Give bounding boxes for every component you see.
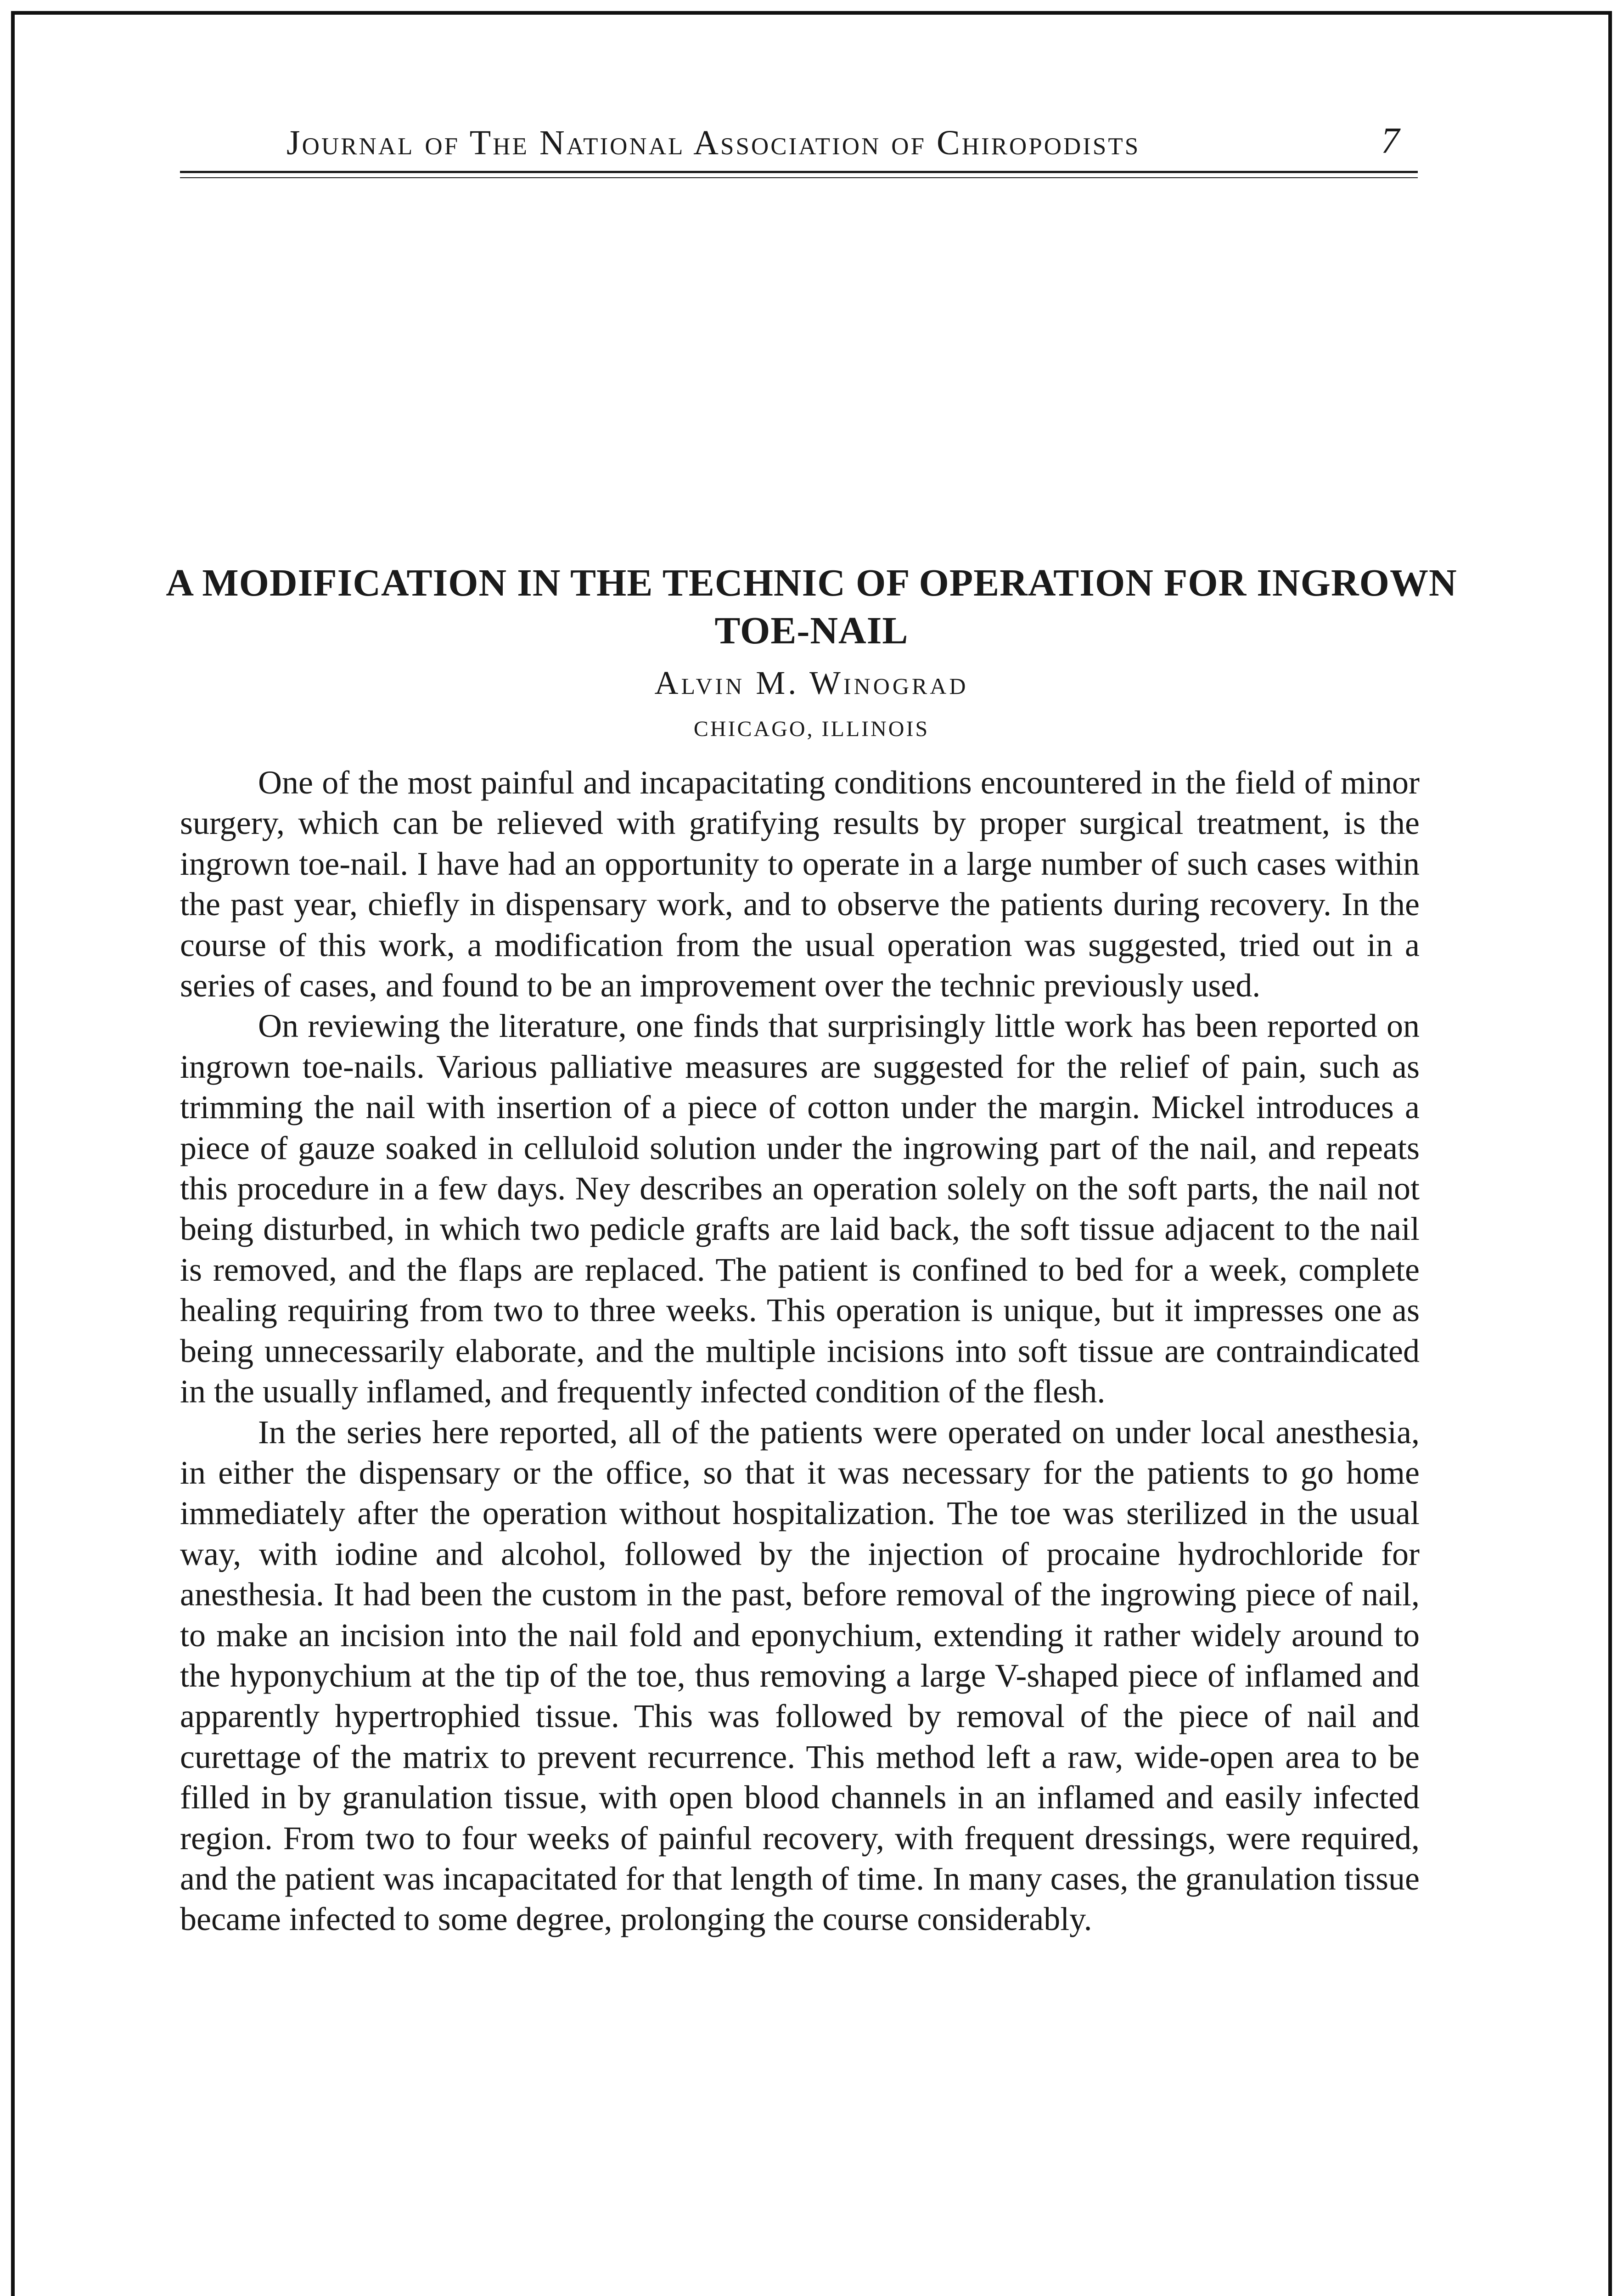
page-number: 7 — [1381, 121, 1399, 161]
article-title: A MODIFICATION IN THE TECHNIC OF OPERATION FOR INGROWN TOE-NAIL — [166, 562, 1457, 652]
body-paragraph: On reviewing the literature, one finds that surprisingly little work has been reported on ingrown toe-nails. Various palliative measures are suggested for the relief of pain, such as trimming the nail with insertion of a piece of cotton under the margin. Mickel introduces a piece of gauze soaked in celluloid solution under the ingrowing part of the nail, and repeats this procedure in a few days. Ney describes an operation solely on the soft parts, the nail not being disturbed, in which two pedicle grafts are laid back, the soft tissue adjacent to the nail is removed, and the flaps are replaced. The patient is confined to bed for a week, complete healing requiring from two to three weeks. This operation is unique, but it impresses one as being unnecessarily elaborate, and the multiple incisions into soft tissue are contraindicated in the usually inflamed, and frequently infected condition of the flesh. — [180, 1007, 1420, 1410]
header-rule-thin — [180, 177, 1418, 178]
article-body — [180, 762, 1420, 1940]
body-paragraph: In the series here reported, all of the patients were operated on under local anesthesia, in either the dispensary or the office, so that it was necessary for the patients to go home immediately after the operation without hospitalization. The toe was sterilized in the usual way, with iodine and alcohol, followed by the injection of procaine hydrochloride for anesthesia. It had been the custom in the past, before removal of the ingrowing piece of nail, to make an incision into the nail fold and eponychium, extending it rather widely around to the hyponychium at the tip of the toe, thus removing a large V-shaped piece of inflamed and apparently hypertrophied tissue. This was followed by removal of the piece of nail and curettage of the matrix to prevent recurrence. This method left a raw, wide-open area to be filled in by granulation tissue, with open blood channels in an inflamed and easily infected region. From two to four weeks of painful recovery, with frequent dressings, were required, and the patient was incapacitated for that length of time. In many cases, the granulation tissue became infected to some degree, prolonging the course considerably. — [180, 1413, 1420, 1938]
journal-name: Journal of The National Association of Chiropodists — [286, 124, 1140, 162]
body-paragraph: One of the most painful and incapacitating conditions encountered in the field of minor surgery, which can be relieved with gratifying results by proper surgical treatment, is the ingrown toe-nail. I have had an opportunity to operate in a large number of such cases within the past year, chiefly in dispensary work, and to observe the patients during recovery. In the course of this work, a modification from the usual operation was suggested, tried out in a series of cases, and found to be an improvement over the technic previously used. — [180, 764, 1420, 1004]
running-header — [180, 123, 1418, 174]
header-rule-thick — [180, 171, 1418, 173]
author-location: CHICAGO, ILLINOIS — [693, 717, 930, 741]
article-author: Alvin M. Winograd — [654, 664, 969, 701]
